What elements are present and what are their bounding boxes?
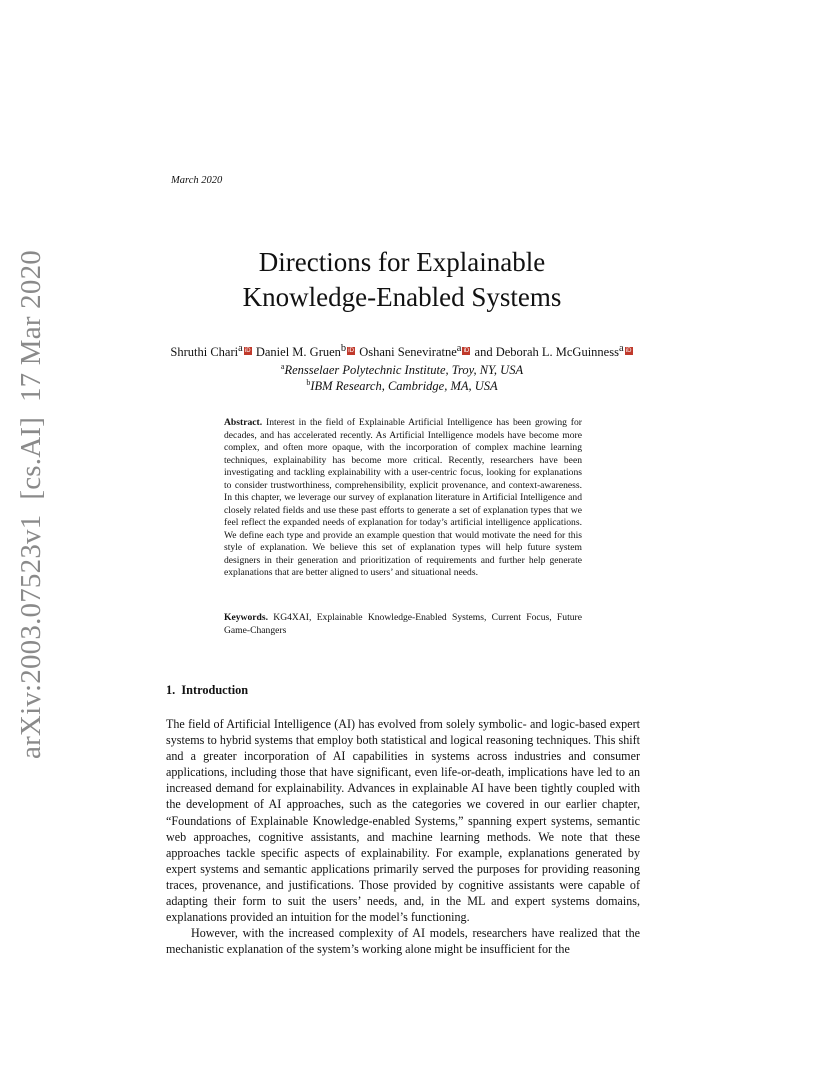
affiliation-mark: a	[238, 343, 243, 354]
paper-title	[0, 245, 804, 315]
author-name: Deborah L. McGuinness	[495, 345, 619, 360]
author-name: Daniel M. Gruen	[255, 345, 341, 360]
orcid-icon[interactable]: iD	[348, 348, 354, 355]
affiliation-text: IBM Research, Cambridge, MA, USA	[310, 379, 498, 394]
author-name: Shruthi Chari	[170, 345, 239, 360]
abstract-label: Abstract.	[224, 417, 263, 428]
orcid-icon[interactable]: iD	[463, 348, 470, 355]
keywords	[224, 611, 582, 637]
affiliation-mark: a	[618, 343, 624, 354]
section-title: Introduction	[181, 683, 249, 697]
arxiv-identifier: arXiv:2003.07523v1 [cs.AI] 17 Mar 2020	[15, 250, 47, 759]
affiliation-mark: b	[340, 343, 347, 354]
keywords-label: Keywords.	[224, 612, 268, 623]
orcid-icon[interactable]: iD	[625, 348, 632, 355]
title-line-1: Directions for Explainable	[258, 247, 546, 277]
affiliation-mark: a	[280, 362, 285, 371]
affiliation-b	[0, 378, 804, 394]
section-heading	[166, 683, 248, 698]
author-list	[0, 343, 804, 360]
paragraph: The field of Artificial Intelligence (AI) has evolved from solely symbolic- and logic-based expert systems to hybrid systems that employ both statistical and logical reasoning techniques. This shift and a greater incorporation of AI capabilities in systems across industries and consumer applications, including those that have significant, even life-or-death, implications have led to an increased demand for explainability. Advances in explainable AI have been tightly coupled with the development of AI approaches, such as the categories we covered in our earlier chapter, “Foundations of Explainable Knowledge-enabled Systems,” spanning expert systems, semantic web approaches, cognitive assistants, and machine learning methods. We note that these approaches tackle specific aspects of explainability. For example, explanations generated by expert systems and semantic applications primarily served the purposes for providing reasoning traces, provenance, and justifications. Those provided by cognitive assistants were capable of adapting their form to suit the users’ needs, and, in the ML and expert systems domains, explanations provided an intuition for the model’s functioning.	[166, 717, 640, 925]
abstract-text: Interest in the field of Explainable Artificial Intelligence has been growing for decades, and has accelerated recently. As Artificial Intelligence models have become more complex, and often more opaque, with the incorporation of complex machine learning techniques, explainability has become more critical. Recently, researchers have been investigating and tackling explainability with a user-centric focus, looking for explanations to consider trustworthiness, comprehensibility, explicit provenance, and context-awareness. In this chapter, we leverage our survey of explanation literature in Artificial Intelligence and closely related fields and use these past efforts to generate a set of explanation types that we feel reflect the expanded needs of explanation for today’s artificial intelligence applications. We define each type and provide an example question that would motivate the need for this style of explanation. We believe this set of explanation types will help future system designers in their generation and prioritization of requirements and further help generate explanations that are better aligned to users’ and situational needs.	[224, 417, 582, 578]
title-line-2: Knowledge-Enabled Systems	[242, 282, 562, 312]
orcid-icon[interactable]: iD	[244, 348, 251, 355]
section-number: 1.	[166, 683, 176, 697]
author-joiner: and	[474, 345, 493, 360]
affiliation-a	[0, 362, 804, 378]
affiliation-mark: a	[456, 343, 462, 354]
paragraph: However, with the increased complexity of AI models, researchers have realized that the mechanistic explanation of the system’s working alone might be insufficient for the	[166, 926, 640, 957]
keywords-text: KG4XAI, Explainable Knowledge-Enabled Systems, Current Focus, Future Game-Changers	[224, 612, 582, 636]
affiliation-mark: b	[306, 378, 311, 387]
publication-date: March 2020	[171, 175, 223, 186]
affiliation-text: Rensselaer Polytechnic Institute, Troy, NY, USA	[284, 363, 524, 378]
author-name: Oshani Seneviratne	[359, 345, 457, 360]
section-body	[166, 716, 640, 957]
abstract	[224, 417, 582, 580]
